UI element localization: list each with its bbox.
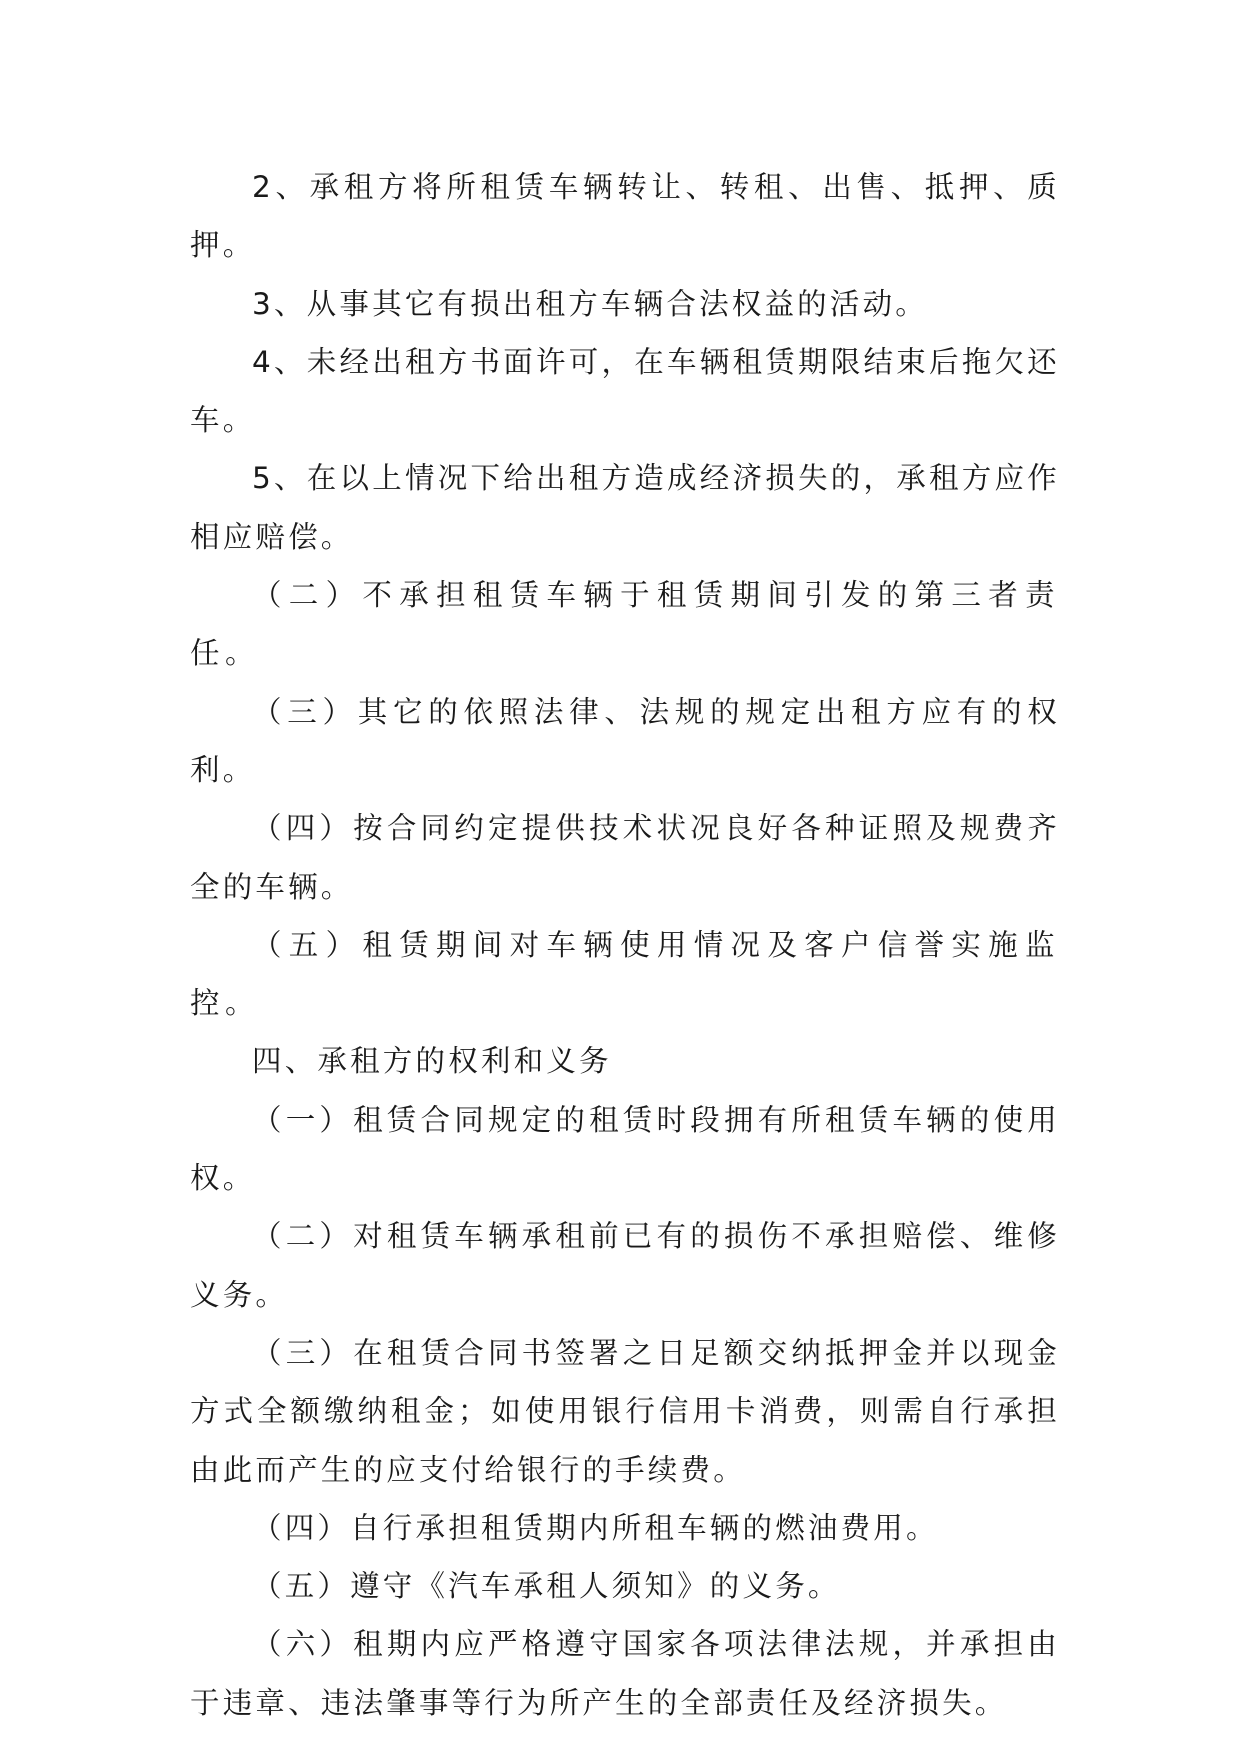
paragraph-item-5: 5、在以上情况下给出租方造成经济损失的，承租方应作相应赔偿。 bbox=[190, 461, 1060, 554]
paragraph-clause-2: （二）不承担租赁车辆于租赁期间引发的第三者责任。 bbox=[190, 578, 1060, 671]
paragraph-lessee-2: （二）对租赁车辆承租前已有的损伤不承担赔偿、维修义务。 bbox=[190, 1219, 1060, 1312]
section-heading-lessee-rights: 四、承租方的权利和义务 bbox=[252, 1044, 612, 1079]
paragraph-item-4: 4、未经出租方书面许可，在车辆租赁期限结束后拖欠还车。 bbox=[190, 344, 1060, 438]
paragraph-item-3: 3、从事其它有损出租方车辆合法权益的活动。 bbox=[252, 286, 928, 321]
paragraph-item-2: 2、承租方将所租赁车辆转让、转租、出售、抵押、质押。 bbox=[190, 170, 1060, 263]
paragraph-lessee-1: （一）租赁合同规定的租赁时段拥有所租赁车辆的使用权。 bbox=[190, 1102, 1060, 1196]
paragraph-clause-5: （五）租赁期间对车辆使用情况及客户信誉实施监控。 bbox=[190, 927, 1060, 1021]
paragraph-clause-4: （四）按合同约定提供技术状况良好各种证照及规费齐全的车辆。 bbox=[190, 811, 1060, 904]
paragraph-lessee-5: （五）遵守《汽车承租人须知》的义务。 bbox=[252, 1569, 841, 1604]
paragraph-lessee-3: （三）在租赁合同书签署之日足额交纳抵押金并以现金方式全额缴纳租金；如使用银行信用卡消费，则需自行承担由此而产生的应支付给银行的手续费。 bbox=[190, 1335, 1060, 1487]
paragraph-lessee-6: （六）租期内应严格遵守国家各项法律法规，并承担由于违章、违法肇事等行为所产生的全部责任及经济损失。 bbox=[190, 1627, 1060, 1720]
paragraph-clause-3: （三）其它的依照法律、法规的规定出租方应有的权利。 bbox=[190, 694, 1060, 787]
paragraph-lessee-4: （四）自行承担租赁期内所租车辆的燃油费用。 bbox=[252, 1510, 939, 1545]
document-body bbox=[190, 158, 1060, 1732]
